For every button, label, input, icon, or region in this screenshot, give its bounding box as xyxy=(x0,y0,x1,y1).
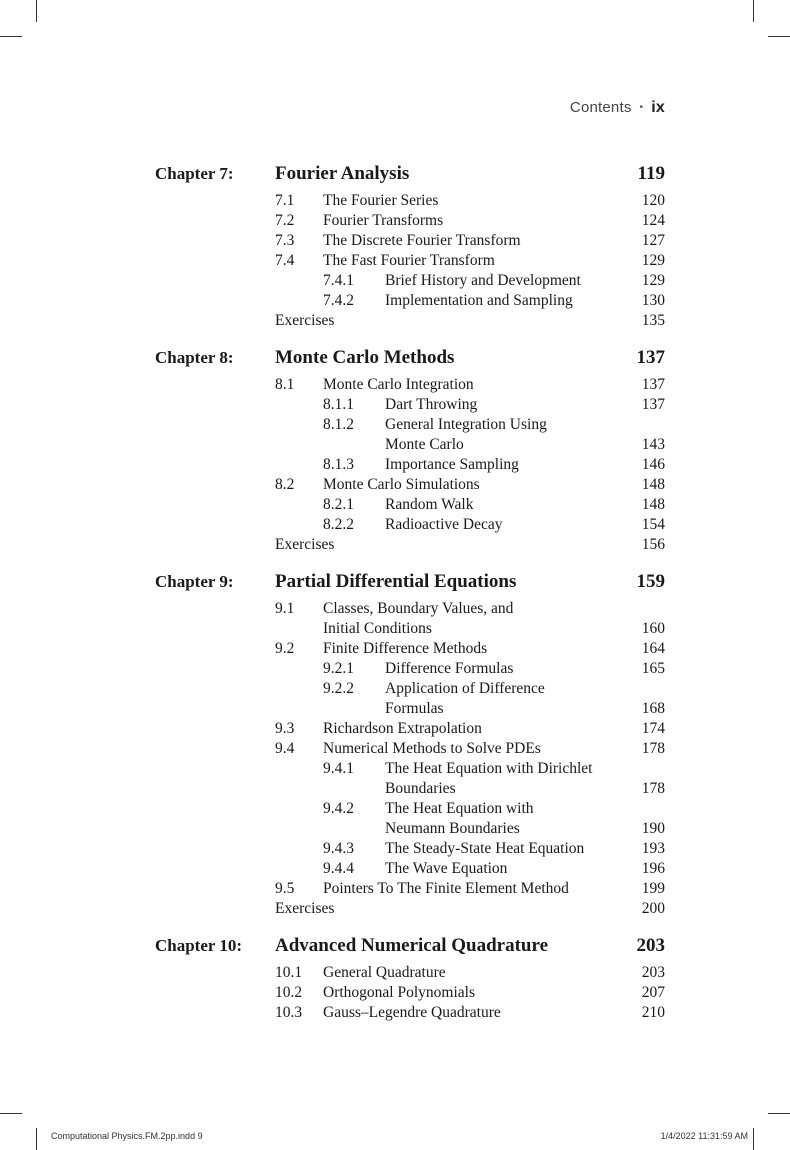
chapter-title: Advanced Numerical Quadrature xyxy=(275,935,549,956)
table-of-contents xyxy=(155,163,665,1023)
entry-title: The Heat Equation with xyxy=(385,800,534,817)
subsection-entry[interactable] xyxy=(155,659,665,679)
crop-mark-top-left-h xyxy=(0,36,22,37)
entry-continuation[interactable] xyxy=(155,699,665,719)
entry-page: 127 xyxy=(641,232,665,249)
section-entry[interactable] xyxy=(155,211,665,231)
section-number: 9.4 xyxy=(275,740,295,757)
crop-mark-top-left-v xyxy=(36,0,37,22)
chapter-title: Monte Carlo Methods xyxy=(275,347,455,368)
entry-title: Monte Carlo xyxy=(385,436,464,453)
chapter-heading[interactable] xyxy=(155,163,665,191)
crop-mark-bottom-left-h xyxy=(0,1113,22,1114)
chapter-spacer xyxy=(155,331,665,347)
chapter-label: Chapter 9: xyxy=(155,572,234,591)
entry-title: Implementation and Sampling xyxy=(385,292,573,309)
section-number: 7.1 xyxy=(275,192,295,209)
section-number: 8.1.3 xyxy=(323,456,354,473)
crop-mark-bottom-left-v xyxy=(36,1128,37,1150)
subsection-entry[interactable] xyxy=(155,515,665,535)
subsection-entry[interactable] xyxy=(155,759,665,779)
entry-title: General Integration Using xyxy=(385,416,547,433)
entry-title: Richardson Extrapolation xyxy=(323,720,482,737)
entry-title: Neumann Boundaries xyxy=(385,820,520,837)
entry-page: 120 xyxy=(641,192,665,209)
entry-page: 174 xyxy=(641,720,665,737)
subsection-entry[interactable] xyxy=(155,859,665,879)
entry-page: 135 xyxy=(641,312,665,329)
entry-title: The Heat Equation with Dirichlet xyxy=(385,760,593,777)
entry-page: 143 xyxy=(641,436,665,453)
entry-page: 148 xyxy=(641,476,665,493)
chapter-spacer xyxy=(155,555,665,571)
subsection-entry[interactable] xyxy=(155,271,665,291)
entry-title: Monte Carlo Simulations xyxy=(323,476,480,493)
section-number: 8.2.1 xyxy=(323,496,354,513)
section-entry[interactable] xyxy=(155,599,665,619)
entry-title: Boundaries xyxy=(385,780,456,797)
entry-title: Formulas xyxy=(385,700,444,717)
entry-title: Exercises xyxy=(275,536,335,553)
entry-title: Gauss–Legendre Quadrature xyxy=(323,1004,501,1021)
entry-title: Numerical Methods to Solve PDEs xyxy=(323,740,541,757)
exercises-entry[interactable] xyxy=(155,535,665,555)
running-header xyxy=(570,99,665,117)
entry-title: The Wave Equation xyxy=(385,860,508,877)
section-number: 7.4.1 xyxy=(323,272,354,289)
chapter-page: 137 xyxy=(636,347,665,368)
section-entry[interactable] xyxy=(155,879,665,899)
section-number: 8.1.1 xyxy=(323,396,354,413)
exercises-entry[interactable] xyxy=(155,899,665,919)
entry-title: Monte Carlo Integration xyxy=(323,376,474,393)
section-number: 8.1 xyxy=(275,376,295,393)
entry-title: Application of Difference xyxy=(385,680,545,697)
header-page-number: ix xyxy=(651,99,665,116)
entry-page: 203 xyxy=(641,964,665,981)
entry-page: 168 xyxy=(641,700,665,717)
chapter-label: Chapter 7: xyxy=(155,164,234,183)
entry-title: Initial Conditions xyxy=(323,620,432,637)
section-number: 10.3 xyxy=(275,1004,303,1021)
subsection-entry[interactable] xyxy=(155,495,665,515)
entry-page: 164 xyxy=(641,640,665,657)
entry-title: Dart Throwing xyxy=(385,396,478,413)
section-number: 8.1.2 xyxy=(323,416,354,433)
chapter-heading[interactable] xyxy=(155,571,665,599)
section-number: 10.2 xyxy=(275,984,303,1001)
section-entry[interactable] xyxy=(155,1003,665,1023)
chapter-title: Partial Differential Equations xyxy=(275,571,517,592)
section-number: 7.4.2 xyxy=(323,292,354,309)
section-entry[interactable] xyxy=(155,475,665,495)
entry-page: 210 xyxy=(641,1004,665,1021)
entry-page: 196 xyxy=(641,860,665,877)
crop-mark-bottom-right-h xyxy=(768,1113,790,1114)
entry-title: Difference Formulas xyxy=(385,660,514,677)
entry-page: 137 xyxy=(641,376,665,393)
subsection-entry[interactable] xyxy=(155,455,665,475)
chapter-label: Chapter 8: xyxy=(155,348,234,367)
section-number: 9.3 xyxy=(275,720,295,737)
entry-title: Brief History and Development xyxy=(385,272,581,289)
entry-title: Pointers To The Finite Element Method xyxy=(323,880,569,897)
section-entry[interactable] xyxy=(155,375,665,395)
section-number: 9.2.1 xyxy=(323,660,354,677)
entry-title: The Discrete Fourier Transform xyxy=(323,232,521,249)
chapter-title: Fourier Analysis xyxy=(275,163,410,184)
section-number: 9.4.1 xyxy=(323,760,354,777)
entry-page: 190 xyxy=(641,820,665,837)
crop-mark-top-right-v xyxy=(753,0,754,22)
header-separator: • xyxy=(639,102,644,113)
section-entry[interactable] xyxy=(155,963,665,983)
subsection-entry[interactable] xyxy=(155,395,665,415)
entry-title: Exercises xyxy=(275,900,335,917)
section-number: 9.4.2 xyxy=(323,800,354,817)
section-number: 7.4 xyxy=(275,252,295,269)
entry-title: General Quadrature xyxy=(323,964,446,981)
section-number: 9.5 xyxy=(275,880,295,897)
entry-continuation[interactable] xyxy=(155,619,665,639)
entry-page: 199 xyxy=(641,880,665,897)
entry-title: Finite Difference Methods xyxy=(323,640,488,657)
section-number: 7.2 xyxy=(275,212,295,229)
entry-page: 160 xyxy=(641,620,665,637)
section-number: 9.2 xyxy=(275,640,295,657)
section-entry[interactable] xyxy=(155,983,665,1003)
entry-page: 200 xyxy=(641,900,665,917)
entry-page: 129 xyxy=(641,272,665,289)
chapter-page: 119 xyxy=(637,163,665,184)
crop-mark-top-right-h xyxy=(768,36,790,37)
entry-page: 137 xyxy=(641,396,665,413)
subsection-entry[interactable] xyxy=(155,679,665,699)
entry-page: 154 xyxy=(641,516,665,533)
entry-title: Random Walk xyxy=(385,496,474,513)
entry-page: 165 xyxy=(641,660,665,677)
entry-title: Radioactive Decay xyxy=(385,516,503,533)
chapter-page: 159 xyxy=(636,571,665,592)
section-number: 9.4.3 xyxy=(323,840,354,857)
entry-title: Importance Sampling xyxy=(385,456,519,473)
entry-title: Exercises xyxy=(275,312,335,329)
footer-file-info: Computational Physics.FM.2pp.indd 9 xyxy=(51,1131,203,1141)
section-entry[interactable] xyxy=(155,719,665,739)
chapter-heading[interactable] xyxy=(155,347,665,375)
entry-page: 148 xyxy=(641,496,665,513)
section-number: 7.3 xyxy=(275,232,295,249)
section-number: 9.1 xyxy=(275,600,295,617)
header-label: Contents xyxy=(569,99,632,116)
section-entry[interactable] xyxy=(155,231,665,251)
section-entry[interactable] xyxy=(155,639,665,659)
entry-continuation[interactable] xyxy=(155,819,665,839)
section-entry[interactable] xyxy=(155,251,665,271)
section-number: 8.2 xyxy=(275,476,295,493)
chapter-heading[interactable] xyxy=(155,935,665,963)
section-number: 8.2.2 xyxy=(323,516,354,533)
section-number: 9.2.2 xyxy=(323,680,354,697)
footer-timestamp: 1/4/2022 11:31:59 AM xyxy=(660,1131,748,1141)
crop-mark-bottom-right-v xyxy=(753,1128,754,1150)
entry-title: The Steady-State Heat Equation xyxy=(385,840,585,857)
chapter-label: Chapter 10: xyxy=(155,936,243,955)
entry-page: 178 xyxy=(641,740,665,757)
section-number: 9.4.4 xyxy=(323,860,354,877)
entry-page: 193 xyxy=(641,840,665,857)
section-entry[interactable] xyxy=(155,739,665,759)
entry-continuation[interactable] xyxy=(155,435,665,455)
entry-title: Fourier Transforms xyxy=(323,212,444,229)
entry-page: 156 xyxy=(641,536,665,553)
entry-title: The Fourier Series xyxy=(323,192,439,209)
entry-title: Classes, Boundary Values, and xyxy=(323,600,514,617)
entry-page: 178 xyxy=(641,780,665,797)
entry-title: The Fast Fourier Transform xyxy=(323,252,495,269)
chapter-spacer xyxy=(155,919,665,935)
exercises-entry[interactable] xyxy=(155,311,665,331)
entry-title: Orthogonal Polynomials xyxy=(323,984,475,1001)
section-entry[interactable] xyxy=(155,191,665,211)
subsection-entry[interactable] xyxy=(155,291,665,311)
section-number: 10.1 xyxy=(275,964,303,981)
subsection-entry[interactable] xyxy=(155,415,665,435)
entry-continuation[interactable] xyxy=(155,779,665,799)
chapter-page: 203 xyxy=(636,935,665,956)
subsection-entry[interactable] xyxy=(155,799,665,819)
entry-page: 207 xyxy=(641,984,665,1001)
entry-page: 146 xyxy=(641,456,665,473)
entry-page: 124 xyxy=(641,212,665,229)
entry-page: 130 xyxy=(641,292,665,309)
subsection-entry[interactable] xyxy=(155,839,665,859)
entry-page: 129 xyxy=(641,252,665,269)
